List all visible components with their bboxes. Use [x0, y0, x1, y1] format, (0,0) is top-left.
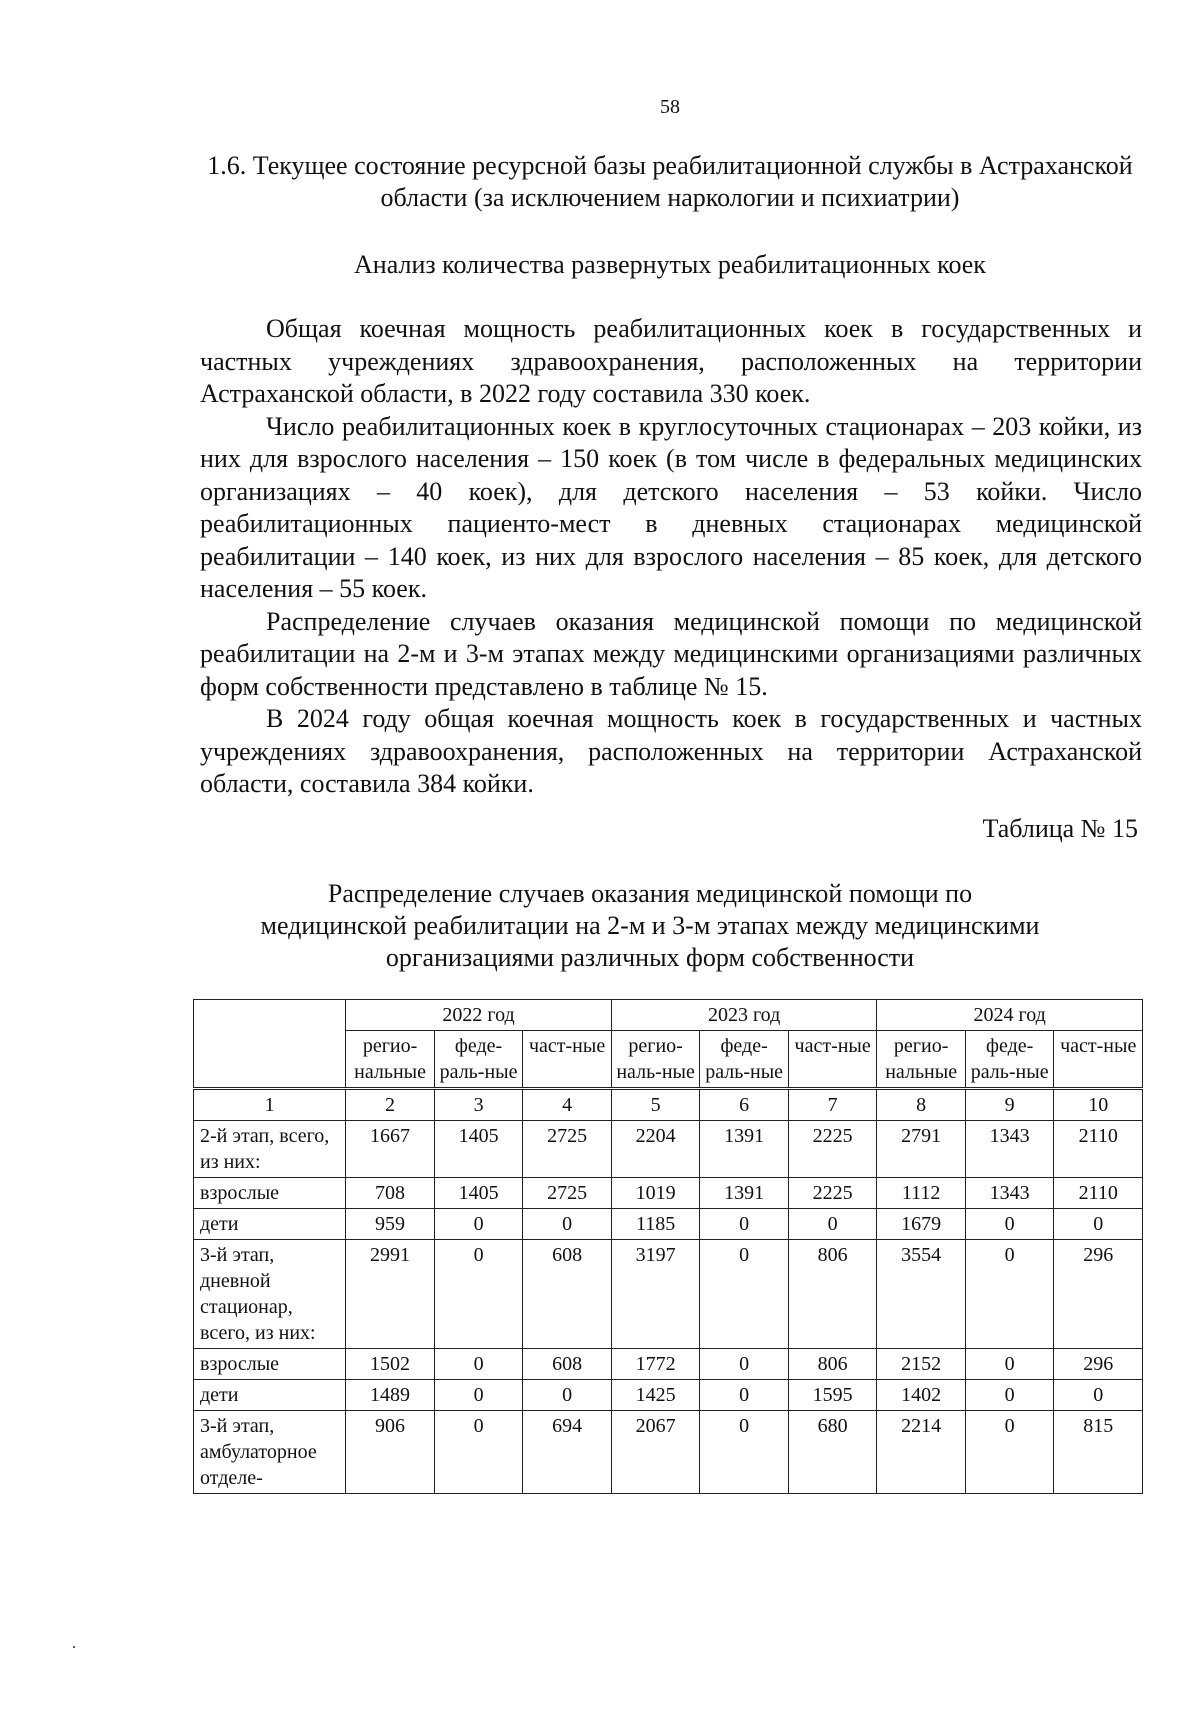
table-cell: 296: [1054, 1349, 1143, 1380]
table-cell: 0: [434, 1380, 523, 1411]
ownership-header: част-ные: [523, 1031, 612, 1089]
section-heading: 1.6. Текущее состояние ресурсной базы реабилитационной службы в Астраханской области (за исключением наркологии и психиатрии): [207, 151, 1133, 212]
table-cell: 0: [700, 1240, 789, 1349]
page-number: 58: [660, 96, 680, 118]
year-header: 2022 год: [346, 1000, 612, 1031]
ownership-header: феде-раль-ные: [700, 1031, 789, 1089]
table-cell: 1667: [346, 1121, 435, 1178]
ownership-header: регио-нальные: [877, 1031, 966, 1089]
table-cell: 608: [523, 1349, 612, 1380]
table-cell: 2204: [611, 1121, 700, 1178]
table-cell: 3197: [611, 1240, 700, 1349]
table-cell: 0: [1054, 1380, 1143, 1411]
table-cell: 2067: [611, 1411, 700, 1494]
paragraph: В 2024 году общая коечная мощность коек в государственных и частных учреждениях здравоохранения, расположенных на территории Астраханской области, составила 384 койки.: [200, 704, 1142, 798]
table-cell: 1343: [965, 1178, 1054, 1209]
table-cell: 2725: [523, 1121, 612, 1178]
table-cell: 694: [523, 1411, 612, 1494]
table-cell: 1019: [611, 1178, 700, 1209]
table-cell: 1405: [434, 1121, 523, 1178]
paragraph: Распределение случаев оказания медицинской помощи по медицинской реабилитации на 2-м и 3-м этапах между медицинскими организациями различных форм собственности представлено в таблице № 15.: [200, 606, 1142, 701]
ownership-header: част-ные: [788, 1031, 877, 1089]
column-number: 1: [194, 1089, 346, 1121]
table-cell: 2152: [877, 1349, 966, 1380]
column-number-row: [194, 1089, 1143, 1121]
table-cell: 680: [788, 1411, 877, 1494]
table-cell: 0: [434, 1411, 523, 1494]
table-cell: 0: [523, 1380, 612, 1411]
table-cell: 0: [965, 1411, 1054, 1494]
table-cell: 1402: [877, 1380, 966, 1411]
table-cell: 906: [346, 1411, 435, 1494]
table-cell: 296: [1054, 1240, 1143, 1349]
table-cell: 3554: [877, 1240, 966, 1349]
table-cell: 959: [346, 1209, 435, 1240]
table-row: [194, 1178, 1143, 1209]
ownership-header: феде-раль-ные: [965, 1031, 1054, 1089]
row-label: взрослые: [194, 1178, 346, 1209]
table-cell: 1112: [877, 1178, 966, 1209]
column-number: 7: [788, 1089, 877, 1121]
ownership-header: регио-нальные: [346, 1031, 435, 1089]
column-number: 8: [877, 1089, 966, 1121]
table-cell: 0: [965, 1349, 1054, 1380]
column-number: 9: [965, 1089, 1054, 1121]
column-number: 3: [434, 1089, 523, 1121]
table-cell: 0: [965, 1380, 1054, 1411]
table-cell: 2110: [1054, 1121, 1143, 1178]
table-cell: 2225: [788, 1121, 877, 1178]
table-cell: 1489: [346, 1380, 435, 1411]
row-label: 3-й этап, дневной стационар, всего, из них:: [194, 1240, 346, 1349]
table-cell: 1679: [877, 1209, 966, 1240]
table-cell: 0: [700, 1411, 789, 1494]
table-cell: 0: [700, 1349, 789, 1380]
paragraph: Число реабилитационных коек в круглосуточных стационарах – 203 койки, из них для взрослого населения – 150 коек (в том числе в федеральных медицинских организациях – 40 коек), для детского населения – 53 койки. Число реабилитационных пациенто-мест в дневных стационарах медицинской реабилитации – 140 коек, из них для взрослого населения – 85 коек, для детского населения – 55 коек.: [200, 411, 1142, 603]
table-row: [194, 1349, 1143, 1380]
table-cell: 708: [346, 1178, 435, 1209]
table-cell: 2725: [523, 1178, 612, 1209]
column-number: 10: [1054, 1089, 1143, 1121]
table-row: [194, 1411, 1143, 1494]
table-cell: 1343: [965, 1121, 1054, 1178]
ownership-header: част-ные: [1054, 1031, 1143, 1089]
table-cell: 815: [1054, 1411, 1143, 1494]
table-cell: 2991: [346, 1240, 435, 1349]
row-label: 2-й этап, всего, из них:: [194, 1121, 346, 1178]
stray-mark: .: [72, 1635, 76, 1652]
row-label: дети: [194, 1380, 346, 1411]
subheading: Анализ количества развернутых реабилитационных коек: [354, 250, 986, 279]
table-cell: 1425: [611, 1380, 700, 1411]
table-label: Таблица № 15: [982, 814, 1138, 843]
corner-cell: [194, 1000, 346, 1089]
column-number: 6: [700, 1089, 789, 1121]
table-cell: 806: [788, 1349, 877, 1380]
table-cell: 608: [523, 1240, 612, 1349]
table-cell: 0: [523, 1209, 612, 1240]
table-row: [194, 1209, 1143, 1240]
table-cell: 2110: [1054, 1178, 1143, 1209]
year-header: 2023 год: [611, 1000, 877, 1031]
ownership-header: феде-раль-ные: [434, 1031, 523, 1089]
table-row: [194, 1380, 1143, 1411]
column-number: 5: [611, 1089, 700, 1121]
table-cell: 0: [700, 1380, 789, 1411]
table-caption: Распределение случаев оказания медицинской помощи по медицинской реабилитации на 2-м и 3-м этапах между медицинскими организациями различных форм собственности: [260, 879, 1040, 972]
table-cell: 0: [788, 1209, 877, 1240]
column-number: 2: [346, 1089, 435, 1121]
table-cell: 0: [700, 1209, 789, 1240]
row-label: 3-й этап, амбулаторное отделе-: [194, 1411, 346, 1494]
table-cell: 2791: [877, 1121, 966, 1178]
table-cell: 806: [788, 1240, 877, 1349]
ownership-header: регио-наль-ные: [611, 1031, 700, 1089]
column-number: 4: [523, 1089, 612, 1121]
row-label: взрослые: [194, 1349, 346, 1380]
data-table: [193, 999, 1143, 1494]
table-row: [194, 1240, 1143, 1349]
table-cell: 0: [965, 1209, 1054, 1240]
table-row: [194, 1121, 1143, 1178]
table-cell: 0: [434, 1209, 523, 1240]
table-cell: 0: [434, 1240, 523, 1349]
table-cell: 2214: [877, 1411, 966, 1494]
table-cell: 1391: [700, 1178, 789, 1209]
table-cell: 0: [965, 1240, 1054, 1349]
table-cell: 1405: [434, 1178, 523, 1209]
year-header-row: [194, 1000, 1143, 1031]
table-cell: 1185: [611, 1209, 700, 1240]
body-text: [200, 313, 1142, 801]
table-cell: 0: [434, 1349, 523, 1380]
table-cell: 2225: [788, 1178, 877, 1209]
year-header: 2024 год: [877, 1000, 1143, 1031]
table-cell: 1391: [700, 1121, 789, 1178]
row-label: дети: [194, 1209, 346, 1240]
paragraph: Общая коечная мощность реабилитационных коек в государственных и частных учреждениях здравоохранения, расположенных на территории Астраханской области, в 2022 году составила 330 коек.: [200, 314, 1142, 408]
table-cell: 1595: [788, 1380, 877, 1411]
table-cell: 1502: [346, 1349, 435, 1380]
table-cell: 1772: [611, 1349, 700, 1380]
table-cell: 0: [1054, 1209, 1143, 1240]
